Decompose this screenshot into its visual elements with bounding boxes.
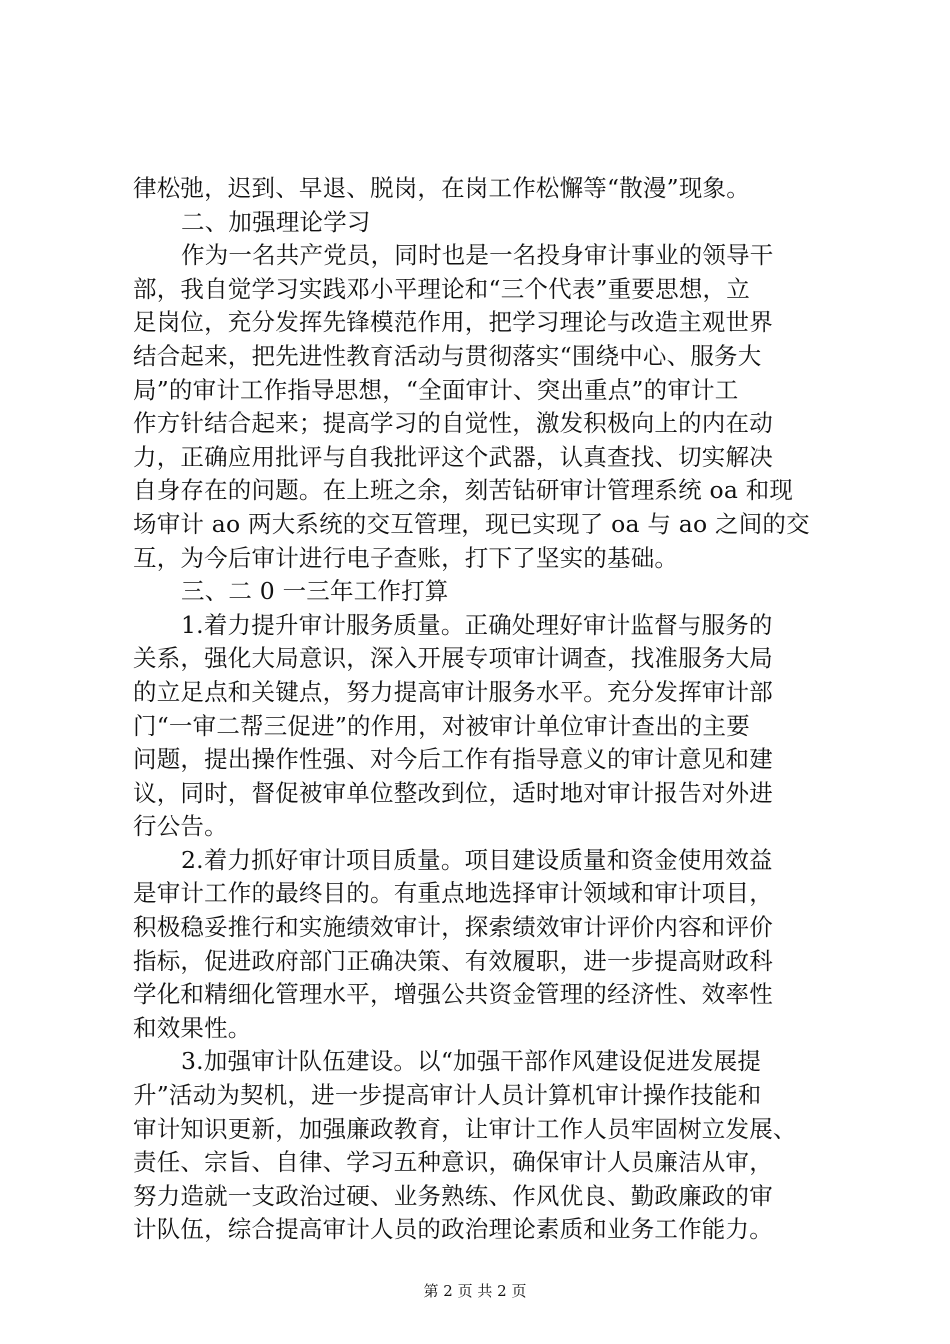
- text-line: 3.加强审计队伍建设。以“加强干部作风建设促进发展提: [181, 1047, 762, 1076]
- text-line: 努力造就一支政治过硬、业务熟练、作风优良、勤政廉政的审: [133, 1181, 773, 1210]
- text-line: 学化和精细化管理水平，增强公共资金管理的经济性、效率性: [133, 980, 773, 1009]
- text-line: 问题，提出操作性强、对今后工作有指导意义的审计意见和建: [133, 745, 773, 774]
- text-line: 三、二 0 一三年工作打算: [181, 577, 449, 606]
- text-line: 结合起来，把先进性教育活动与贯彻落实“围绕中心、服务大: [133, 341, 762, 370]
- text-line: 积极稳妥推行和实施绩效审计，探索绩效审计评价内容和评价: [133, 913, 773, 942]
- text-line: 二、加强理论学习: [181, 207, 371, 236]
- text-line: 和效果性。: [133, 1013, 252, 1042]
- text-line: 律松弛，迟到、早退、脱岗，在岗工作松懈等“散漫”现象。: [133, 174, 750, 202]
- text-line: 关系，强化大局意识，深入开展专项审计调查，找准服务大局: [133, 644, 773, 673]
- text-line: 作为一名共产党员，同时也是一名投身审计事业的领导干: [181, 241, 774, 270]
- text-line: 2.着力抓好审计项目质量。项目建设质量和资金使用效益: [181, 845, 773, 874]
- text-line: 审计知识更新，加强廉政教育，让审计工作人员牢固树立发展、: [133, 1114, 797, 1143]
- text-line: 自身存在的问题。在上班之余，刻苦钻研审计管理系统 oa 和现: [133, 476, 794, 505]
- text-line: 部，我自觉学习实践邓小平理论和“三个代表”重要思想，立: [133, 274, 750, 303]
- text-line: 计队伍，综合提高审计人员的政治理论素质和业务工作能力。: [133, 1215, 773, 1244]
- text-line: 门“一审二帮三促进”的作用，对被审计单位审计查出的主要: [133, 711, 750, 740]
- text-line: 升”活动为契机，进一步提高审计人员计算机审计操作技能和: [133, 1081, 762, 1110]
- document-body: [133, 172, 833, 1247]
- text-line: 力，正确应用批评与自我批评这个武器，认真查找、切实解决: [133, 442, 773, 471]
- text-line: 互，为今后审计进行电子查账，打下了坚实的基础。: [133, 543, 679, 572]
- text-line: 场审计 ao 两大系统的交互管理，现已实现了 oa 与 ao 之间的交: [133, 509, 810, 538]
- text-line: 是审计工作的最终目的。有重点地选择审计领域和审计项目，: [133, 879, 773, 908]
- text-line: 指标，促进政府部门正确决策、有效履职，进一步提高财政科: [133, 946, 773, 975]
- text-line: 责任、宗旨、自律、学习五种意识，确保审计人员廉洁从审，: [133, 1148, 773, 1177]
- text-line: 的立足点和关键点，努力提高审计服务水平。充分发挥审计部: [133, 677, 773, 706]
- text-line: 议，同时，督促被审单位整改到位，适时地对审计报告对外进: [133, 778, 773, 807]
- page-footer: 第 2 页 共 2 页: [423, 1282, 527, 1300]
- text-line: 作方针结合起来；提高学习的自觉性，激发积极向上的内在动: [133, 409, 773, 438]
- text-line: 足岗位，充分发挥先锋模范作用，把学习理论与改造主观世界: [133, 308, 773, 337]
- text-line: 行公告。: [133, 812, 228, 841]
- text-line: 1.着力提升审计服务质量。正确处理好审计监督与服务的: [181, 610, 773, 639]
- text-line: 局”的审计工作指导思想，“全面审计、突出重点”的审计工: [133, 375, 739, 404]
